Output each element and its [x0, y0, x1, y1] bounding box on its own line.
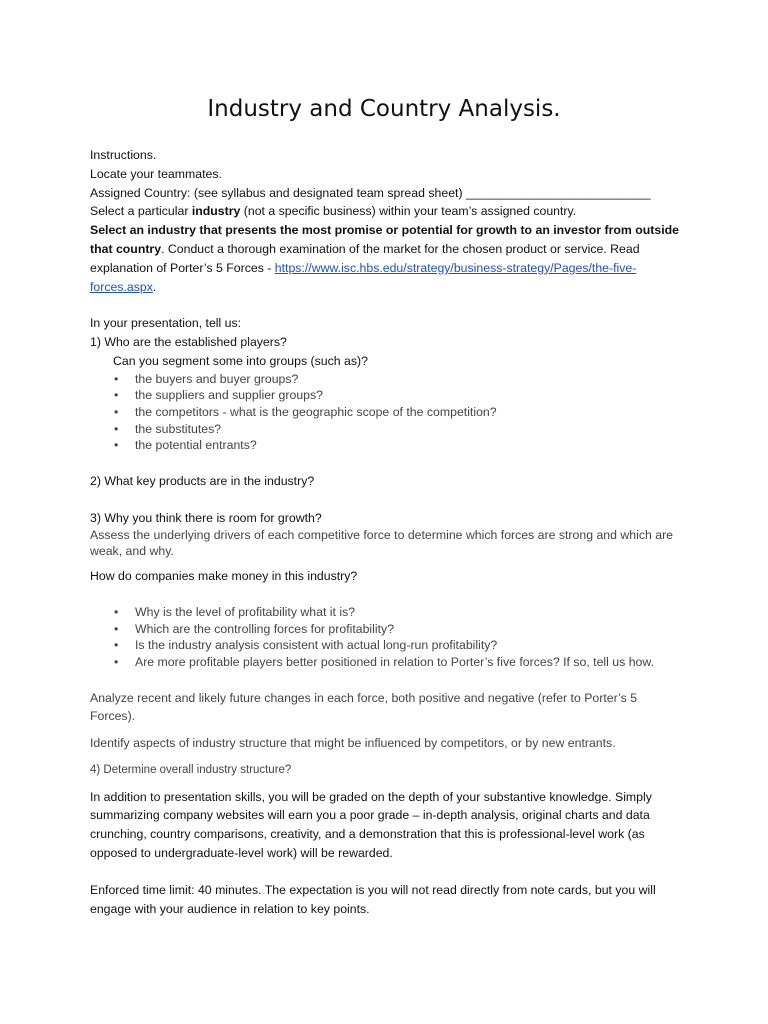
locate-teammates-text: Locate your teammates. — [90, 166, 222, 181]
profitability-bullets — [90, 604, 680, 670]
industry-bold: industry — [191, 204, 241, 219]
list-item: • Which are the controlling forces for profitability? — [90, 621, 680, 638]
select-industry-rest: . Conduct a thorough examination of the market for the chosen product or service. Read explanation of Porter’s 5 Forces - — [90, 241, 640, 275]
list-item: • the buyers and buyer groups? — [90, 371, 680, 388]
spacer — [90, 753, 680, 761]
spacer — [90, 671, 680, 689]
spacer — [90, 454, 680, 472]
instructions-heading: Instructions. — [90, 148, 157, 162]
time-limit-paragraph: Enforced time limit: 40 minutes. The expectation is you will not read directly from note cards, but you will engage with your audience in relation to key points. — [90, 882, 656, 916]
list-item: • the suppliers and supplier groups? — [90, 387, 680, 404]
list-item: • Is the industry analysis consistent with actual long-run profitability? — [90, 637, 680, 654]
question-4: 4) Determine overall industry structure? — [90, 763, 292, 776]
link-period: . — [152, 279, 157, 294]
list-item: • the potential entrants? — [90, 437, 680, 454]
question-1-sub: Can you segment some into groups (such as)? — [113, 353, 368, 368]
spacer — [90, 491, 680, 509]
question-3-assess: Assess the underlying drivers of each competitive force to determine which forces are strong and which are weak, and why. — [90, 528, 674, 559]
spacer — [90, 863, 680, 881]
select-industry-paragraph — [90, 221, 680, 296]
spacer — [90, 559, 680, 567]
porter-five-forces-link[interactable]: https://www.isc.hbs.edu/strategy/business-strategy/Pages/the-five-forces.aspx — [90, 260, 637, 294]
money-question: How do companies make money in this industry? — [90, 569, 358, 584]
list-item: • the substitutes? — [90, 421, 680, 438]
list-item: • the competitors - what is the geographic scope of the competition? — [90, 404, 680, 421]
spacer — [90, 726, 680, 734]
document-body — [90, 146, 680, 918]
spacer — [90, 780, 680, 788]
question-3: 3) Why you think there is room for growth? — [90, 510, 322, 525]
select-prefix: Select a particular — [90, 204, 192, 219]
identify-aspects-text: Identify aspects of industry structure that might be influenced by competitors, or by new entrants. — [90, 736, 616, 751]
select-suffix: (not a specific business) within your team’s assigned country. — [240, 204, 577, 219]
question-1: 1) Who are the established players? — [90, 335, 287, 350]
select-industry-bold: Select an industry that presents the most promise or potential for growth to an investor from outside that country — [90, 223, 679, 256]
question-1-bullets — [90, 371, 680, 454]
spacer — [90, 586, 680, 604]
select-industry-line — [90, 202, 680, 221]
question-2: 2) What key products are in the industry? — [90, 473, 315, 488]
grading-paragraph: In addition to presentation skills, you will be graded on the depth of your substantive knowledge. Simply summarizing company websites will earn you a poor grade – in-depth analysis, original charts and data crunching, country comparisons, creativity, and a demonstration that this is professional-level work (as opposed to undergraduate-level work) will be rewarded. — [90, 789, 652, 861]
assigned-country-text: Assigned Country: (see syllabus and designated team spread sheet) ___________________________ — [90, 185, 651, 200]
list-item: • Are more profitable players better positioned in relation to Porter’s five forces? If so, tell us how. — [90, 654, 680, 671]
page-title: Industry and Country Analysis. — [207, 96, 561, 122]
list-item: • Why is the level of profitability what it is? — [90, 604, 680, 621]
analyze-changes-text: Analyze recent and likely future changes in each force, both positive and negative (refer to Porter’s 5 Forces). — [90, 690, 638, 724]
presentation-intro: In your presentation, tell us: — [90, 316, 242, 331]
spacer — [90, 296, 680, 314]
